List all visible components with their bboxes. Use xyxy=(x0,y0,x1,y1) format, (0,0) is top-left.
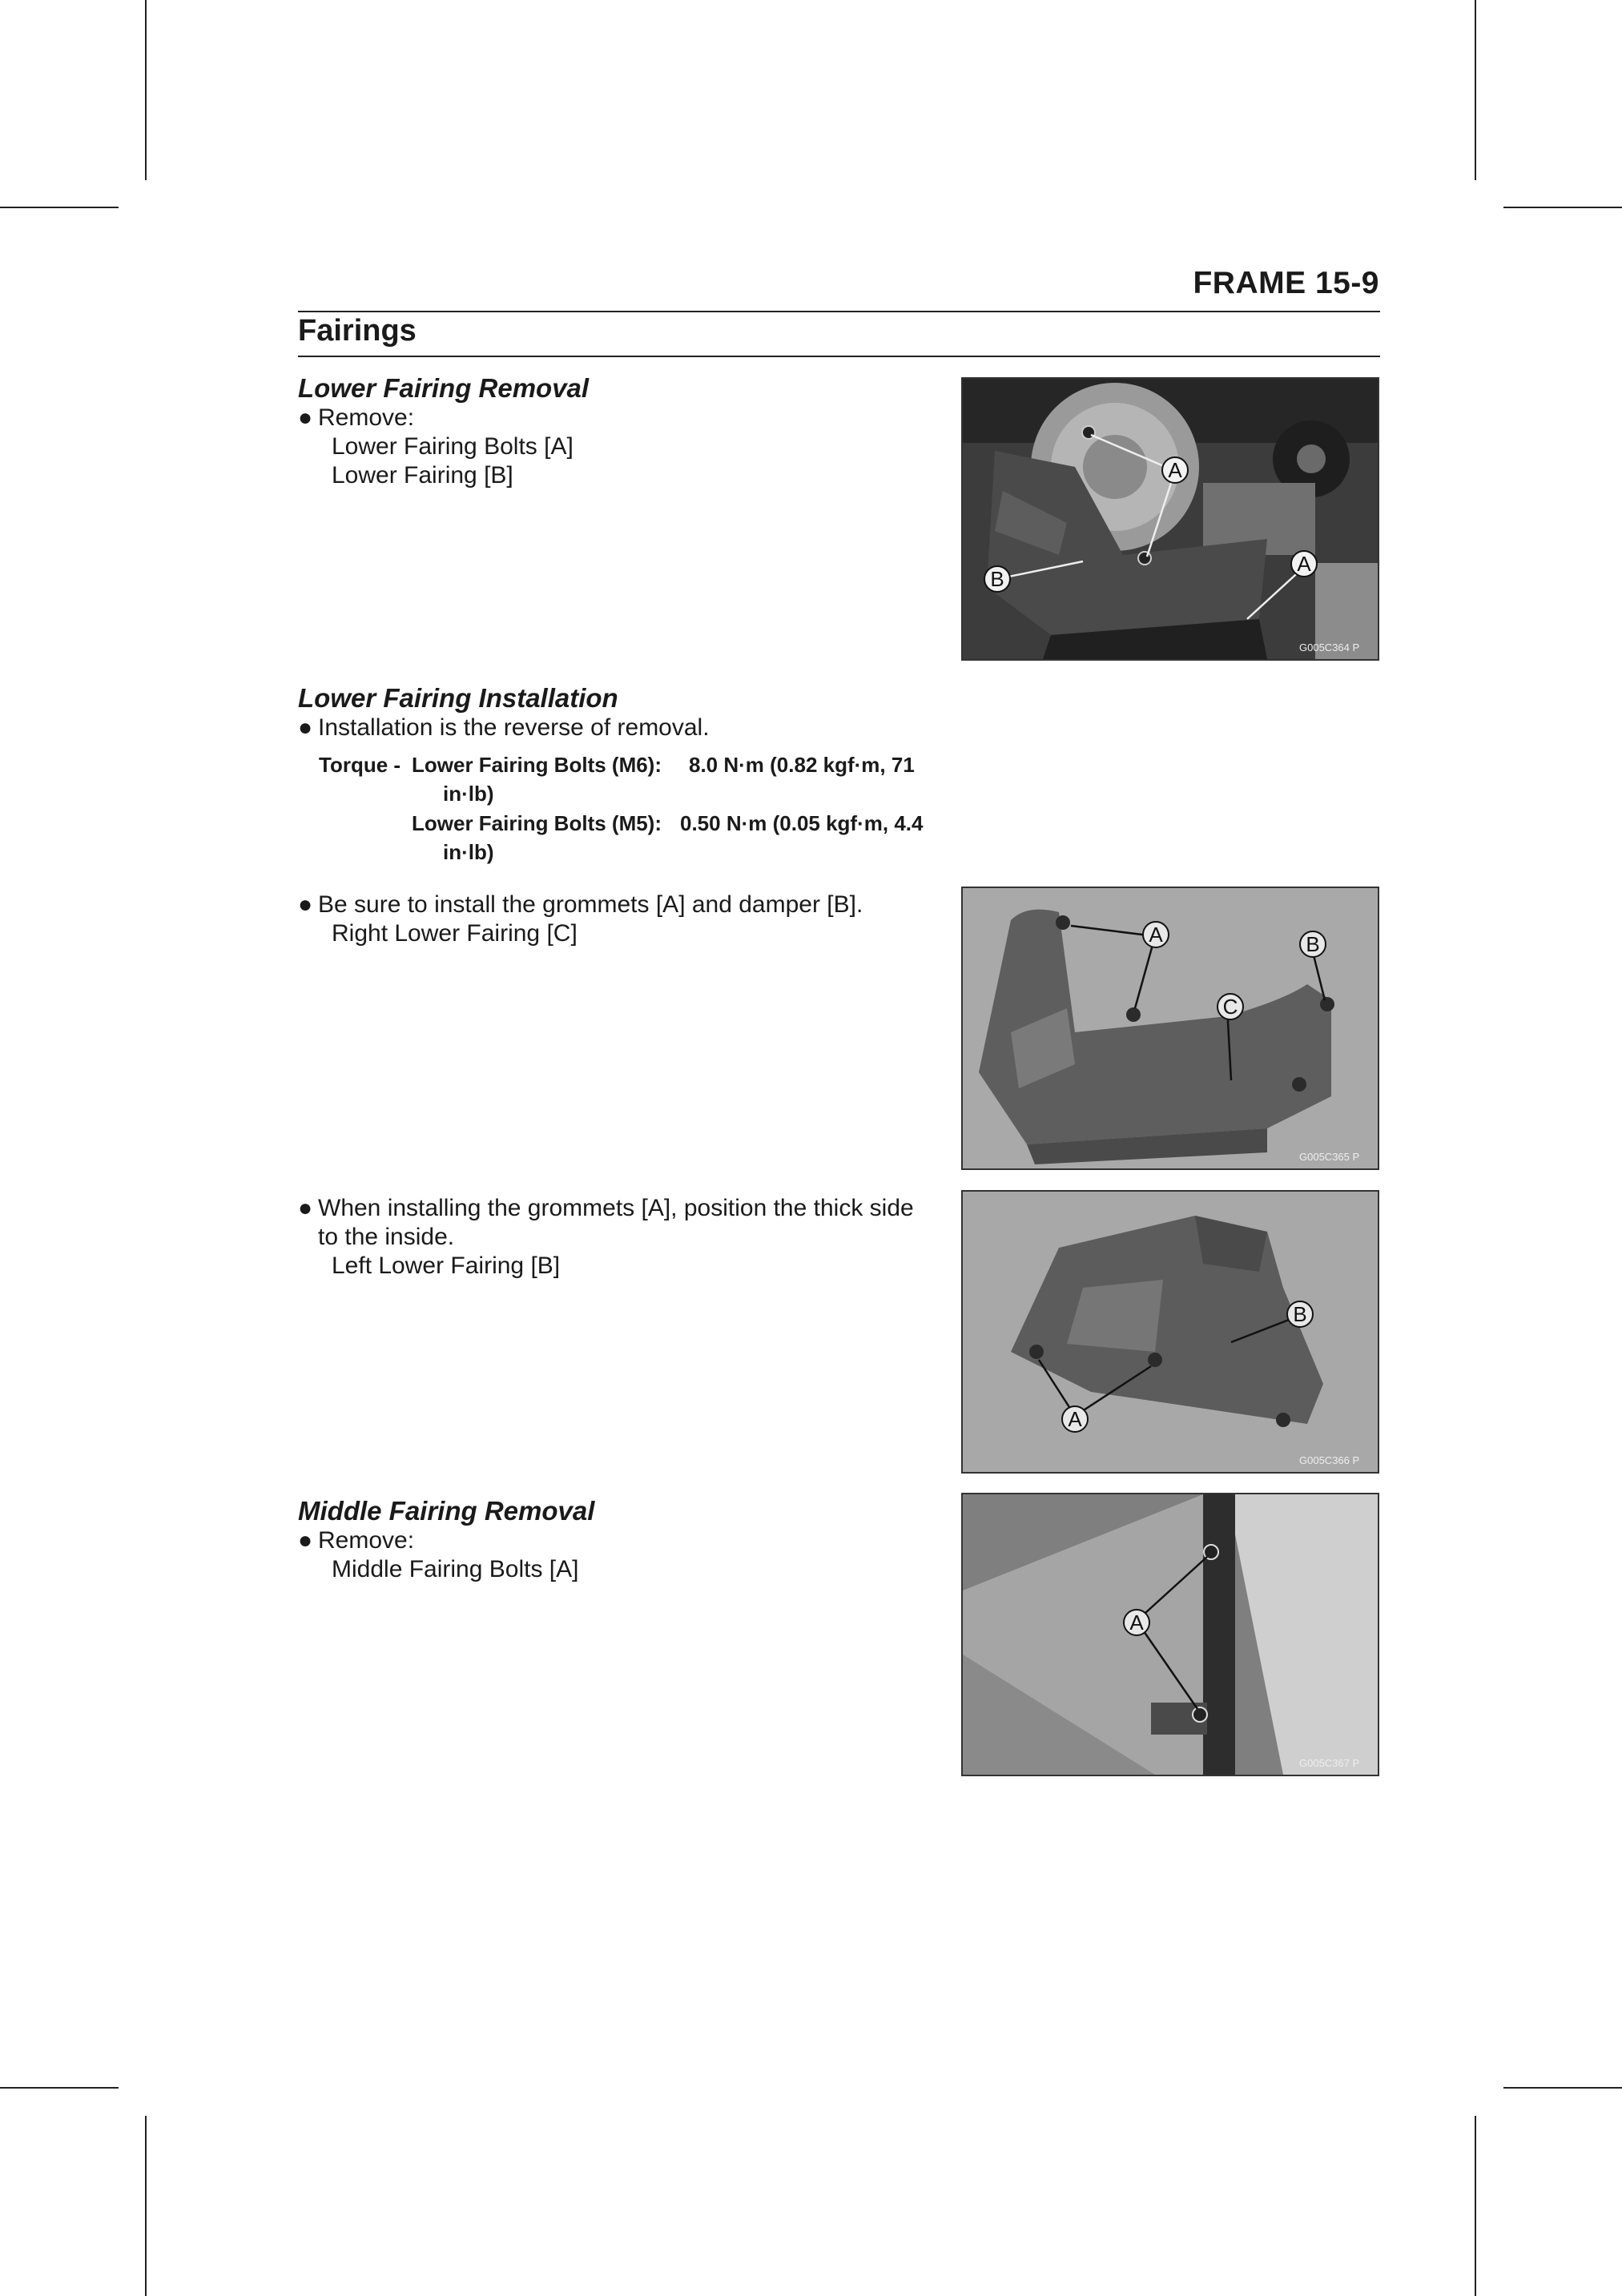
bullet-text: Remove: xyxy=(318,1527,415,1554)
svg-text:A: A xyxy=(1168,458,1182,482)
svg-text:B: B xyxy=(1293,1302,1307,1326)
list-item: Right Lower Fairing [C] xyxy=(332,920,578,947)
crop-mark xyxy=(1475,2116,1476,2296)
torque-value: 0.50 N·m (0.05 kgf·m, 4.4 xyxy=(680,811,924,835)
callout-label xyxy=(1218,994,1243,1019)
bullet-text: When installing the grommets [A], position the thick side xyxy=(318,1195,914,1221)
figure-code: G005C367 P xyxy=(1299,1757,1360,1769)
bullet-text: Remove: xyxy=(318,404,415,431)
grommets-damper-bullet xyxy=(298,891,863,919)
figure-code: G005C366 P xyxy=(1299,1454,1360,1466)
thick-side-bullet-cont xyxy=(318,1223,454,1252)
crop-mark xyxy=(145,0,147,180)
installation-bullet xyxy=(298,714,710,742)
callout-label xyxy=(1124,1610,1149,1635)
list-item: Lower Fairing [B] xyxy=(332,462,513,489)
svg-text:B: B xyxy=(990,567,1004,591)
lower-fairing-installation-heading: Lower Fairing Installation xyxy=(298,683,618,713)
crop-mark xyxy=(1475,0,1476,180)
torque-item: Lower Fairing Bolts (M6): xyxy=(412,753,662,777)
list-item: Middle Fairing Bolts [A] xyxy=(332,1556,579,1582)
torque-value-cont: in·lb) xyxy=(443,782,494,806)
callout-label xyxy=(1291,551,1317,577)
lower-fairing-removal-heading: Lower Fairing Removal xyxy=(298,373,590,403)
torque-label: Torque - xyxy=(319,753,401,777)
svg-text:B: B xyxy=(1306,932,1320,956)
svg-text:A: A xyxy=(1129,1610,1144,1635)
bullet-icon: ● xyxy=(298,1527,313,1554)
middle-fairing-removal-heading: Middle Fairing Removal xyxy=(298,1496,595,1526)
bullet-icon: ● xyxy=(298,891,313,918)
callout-label xyxy=(1300,931,1326,957)
left-lower-fairing-photo xyxy=(961,1190,1379,1474)
section-rule xyxy=(298,356,1380,357)
callout-label xyxy=(984,566,1010,592)
torque-item: Lower Fairing Bolts (M5): xyxy=(412,811,662,835)
svg-text:A: A xyxy=(1297,552,1311,576)
crop-mark xyxy=(1503,207,1622,208)
bullet-icon: ● xyxy=(298,1195,313,1221)
thick-side-bullet xyxy=(298,1194,939,1223)
crop-mark xyxy=(0,207,119,208)
list-item: Left Lower Fairing [B] xyxy=(332,1253,561,1279)
bullet-icon: ● xyxy=(298,714,313,741)
removal-bullet xyxy=(298,404,414,432)
removal-bullet xyxy=(298,1526,414,1555)
crop-mark xyxy=(145,2116,147,2296)
figure-code: G005C365 P xyxy=(1299,1151,1360,1163)
page-header-title: FRAME 15-9 xyxy=(1193,266,1379,300)
list-item: Lower Fairing Bolts [A] xyxy=(332,433,574,460)
svg-text:C: C xyxy=(1222,995,1238,1019)
middle-fairing-photo xyxy=(961,1493,1379,1776)
bullet-text: Be sure to install the grommets [A] and damper [B]. xyxy=(318,891,863,918)
header-rule xyxy=(298,311,1380,312)
bullet-text: Installation is the reverse of removal. xyxy=(318,714,710,741)
svg-text:A: A xyxy=(1068,1407,1082,1431)
crop-mark xyxy=(1503,2087,1622,2089)
section-title: Fairings xyxy=(298,314,417,348)
svg-text:A: A xyxy=(1149,923,1163,947)
callout-label xyxy=(1062,1406,1088,1432)
right-lower-fairing-photo xyxy=(961,887,1379,1170)
lower-fairing-removal-photo xyxy=(961,377,1379,661)
torque-value: 8.0 N·m (0.82 kgf·m, 71 xyxy=(689,753,915,777)
bullet-icon: ● xyxy=(298,404,313,431)
figure-code: G005C364 P xyxy=(1299,641,1360,653)
bullet-text: to the inside. xyxy=(318,1224,455,1250)
crop-mark xyxy=(0,2087,119,2089)
torque-value-cont: in·lb) xyxy=(443,840,494,864)
callout-label xyxy=(1287,1301,1313,1327)
callout-label xyxy=(1162,457,1188,483)
callout-label xyxy=(1143,922,1169,947)
